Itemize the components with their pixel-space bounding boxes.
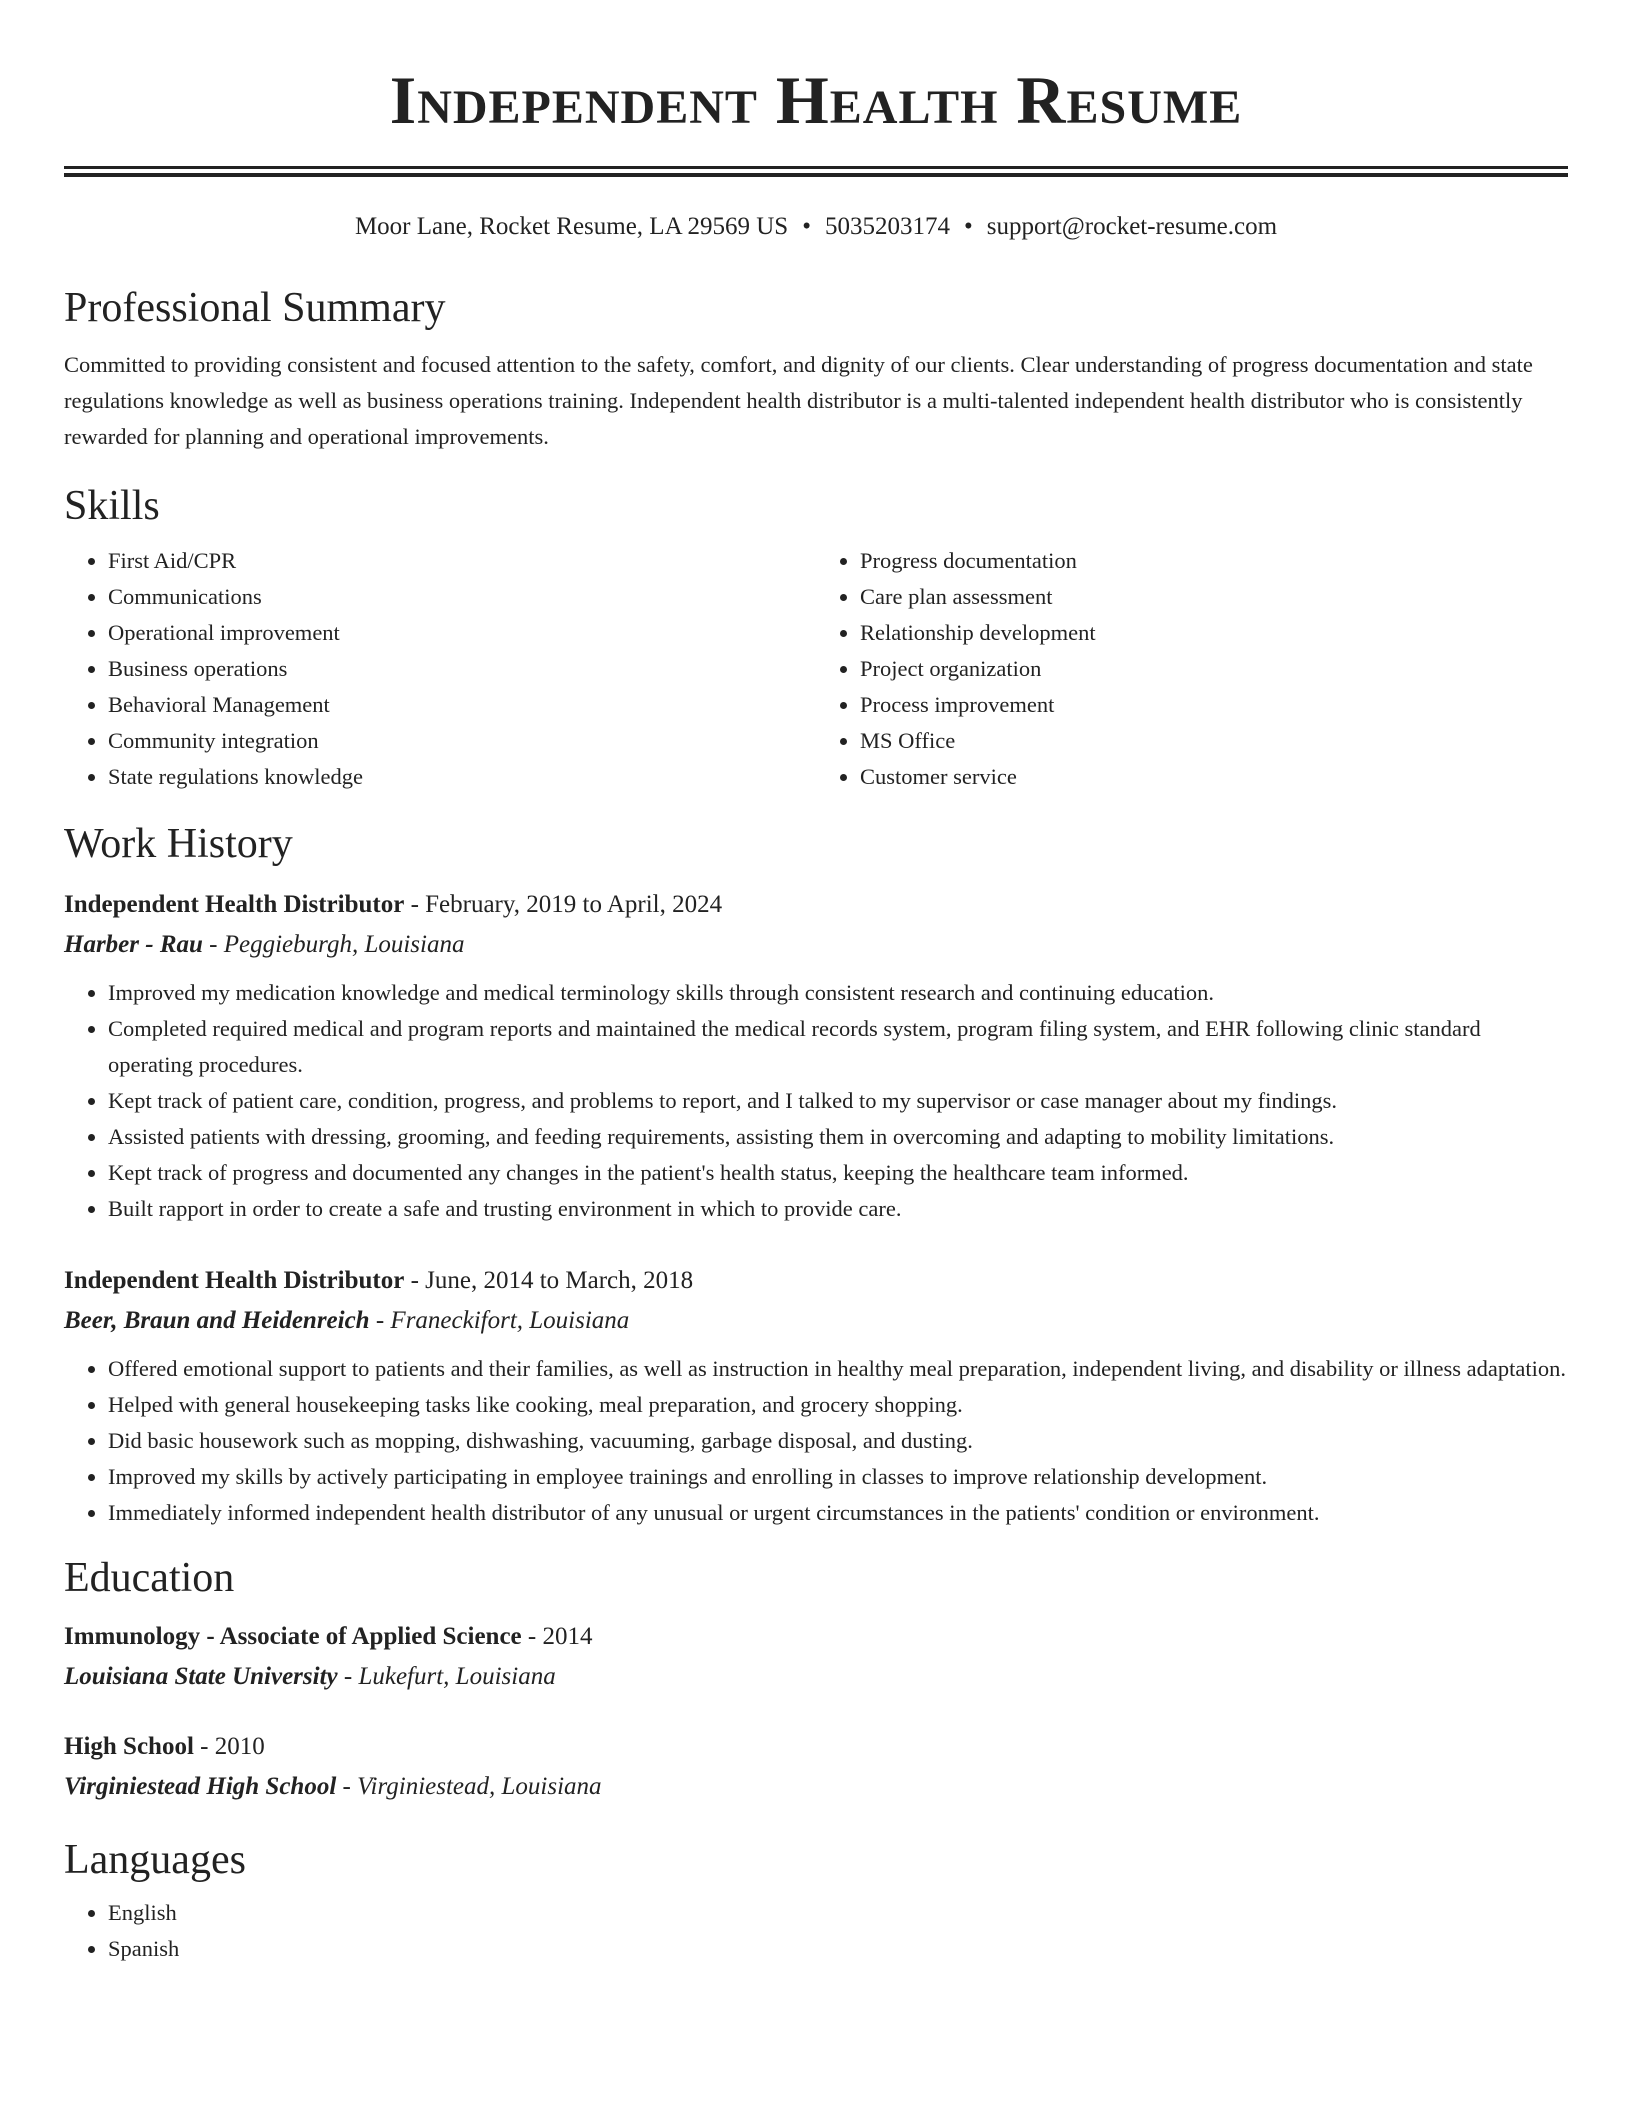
- work-history-heading: Work History: [64, 821, 293, 867]
- skill-item: • Operational improvement: [108, 615, 816, 651]
- education-school: Louisiana State University: [64, 1663, 338, 1690]
- job-bullets: [64, 1351, 1568, 1531]
- skill-item: • Project organization: [860, 651, 1568, 687]
- job-entry: [64, 1261, 1568, 1531]
- job-bullet: • Improved my medication knowledge and medical terminology skills through consistent research and continuing education.: [108, 975, 1568, 1011]
- education-degree-line: [64, 1727, 1568, 1767]
- skill-item: • Progress documentation: [860, 543, 1568, 579]
- skill-item: • MS Office: [860, 723, 1568, 759]
- contact-separator: •: [802, 213, 811, 240]
- education-location: - Lukefurt, Louisiana: [337, 1663, 556, 1690]
- skill-item: • Community integration: [108, 723, 816, 759]
- skills-list-left: [64, 543, 816, 795]
- job-title: Independent Health Distributor: [64, 1267, 405, 1294]
- education-degree: High School: [64, 1733, 194, 1760]
- job-bullet: • Kept track of progress and documented any changes in the patient's health status, keeping the healthcare team informed.: [108, 1155, 1568, 1191]
- languages-heading: Languages: [64, 1837, 246, 1883]
- education-heading: Education: [64, 1555, 235, 1601]
- skill-item: • Behavioral Management: [108, 687, 816, 723]
- job-bullet: • Immediately informed independent health distributor of any unusual or urgent circumstances in the patients' condition or environment.: [108, 1495, 1568, 1531]
- job-bullet: • Did basic housework such as mopping, dishwashing, vacuuming, garbage disposal, and dusting.: [108, 1423, 1568, 1459]
- summary-text: Committed to providing consistent and focused attention to the safety, comfort, and dignity of our clients. Clear understanding of progress documentation and state regulations knowledge as well as business operations training. Independent health distributor is a multi-talented independent health distributor who is consistently rewarded for planning and operational improvements.: [64, 352, 1533, 449]
- job-dates: - June, 2014 to March, 2018: [404, 1267, 694, 1294]
- education-school-line: [64, 1767, 1568, 1807]
- summary-heading: Professional Summary: [64, 285, 446, 331]
- job-bullet: • Improved my skills by actively participating in employee trainings and enrolling in classes to improve relationship development.: [108, 1459, 1568, 1495]
- language-item: • Spanish: [108, 1931, 1568, 1967]
- skill-item: • Care plan assessment: [860, 579, 1568, 615]
- skill-item: • Relationship development: [860, 615, 1568, 651]
- education-entry: [64, 1727, 1568, 1807]
- languages-list: [64, 1895, 1568, 1967]
- contact-separator: •: [963, 213, 973, 240]
- job-company-line: [64, 925, 1568, 965]
- job-bullet: • Completed required medical and program reports and maintained the medical records system, program filing system, and EHR following clinic standard operating procedures.: [108, 1011, 1568, 1083]
- skill-item: • Business operations: [108, 651, 816, 687]
- skill-item: • Customer service: [860, 759, 1568, 795]
- skill-item: • First Aid/CPR: [108, 543, 816, 579]
- languages-section: [64, 1895, 1568, 1967]
- job-location: - Peggieburgh, Louisiana: [202, 931, 465, 958]
- job-company: Harber - Rau: [64, 931, 203, 958]
- education-year: - 2010: [193, 1733, 265, 1760]
- job-header: [64, 1261, 1568, 1301]
- job-title: Independent Health Distributor: [64, 891, 405, 918]
- contact-address: Moor Lane, Rocket Resume, LA 29569 US: [354, 213, 789, 240]
- education-year: - 2014: [521, 1623, 593, 1650]
- job-location: - Franeckifort, Louisiana: [369, 1307, 630, 1334]
- contact-line: [64, 211, 1568, 243]
- job-company: Beer, Braun and Heidenreich: [64, 1307, 370, 1334]
- contact-email: support@rocket-resume.com: [986, 213, 1278, 240]
- resume-title: Independent Health Resume: [389, 62, 1243, 138]
- contact-phone: 5035203174: [824, 213, 950, 240]
- skills-grid: [64, 543, 1568, 795]
- job-bullet: • Built rapport in order to create a safe and trusting environment in which to provide care.: [108, 1191, 1568, 1227]
- education-degree: Immunology - Associate of Applied Science: [64, 1623, 522, 1650]
- skills-heading: Skills: [64, 483, 160, 529]
- job-bullet: • Helped with general housekeeping tasks like cooking, meal preparation, and grocery shopping.: [108, 1387, 1568, 1423]
- skill-item: • Communications: [108, 579, 816, 615]
- skill-item: • Process improvement: [860, 687, 1568, 723]
- education-school-line: [64, 1657, 1568, 1697]
- education-entry: [64, 1617, 1568, 1697]
- skills-list-right: [816, 543, 1568, 795]
- job-header: [64, 885, 1568, 925]
- education-location: - Virginiestead, Louisiana: [336, 1773, 602, 1800]
- language-item: • English: [108, 1895, 1568, 1931]
- education-school: Virginiestead High School: [64, 1773, 337, 1800]
- job-bullet: • Assisted patients with dressing, grooming, and feeding requirements, assisting them in overcoming and adapting to mobility limitations.: [108, 1119, 1568, 1155]
- education-degree-line: [64, 1617, 1568, 1657]
- title-double-rule: [64, 166, 1568, 177]
- job-bullet: • Offered emotional support to patients and their families, as well as instruction in healthy meal preparation, independent living, and disability or illness adaptation.: [108, 1351, 1568, 1387]
- job-bullet: • Kept track of patient care, condition, progress, and problems to report, and I talked to my supervisor or case manager about my findings.: [108, 1083, 1568, 1119]
- job-bullets: [64, 975, 1568, 1227]
- job-company-line: [64, 1301, 1568, 1341]
- job-entry: [64, 885, 1568, 1227]
- job-dates: - February, 2019 to April, 2024: [404, 891, 723, 918]
- skill-item: • State regulations knowledge: [108, 759, 816, 795]
